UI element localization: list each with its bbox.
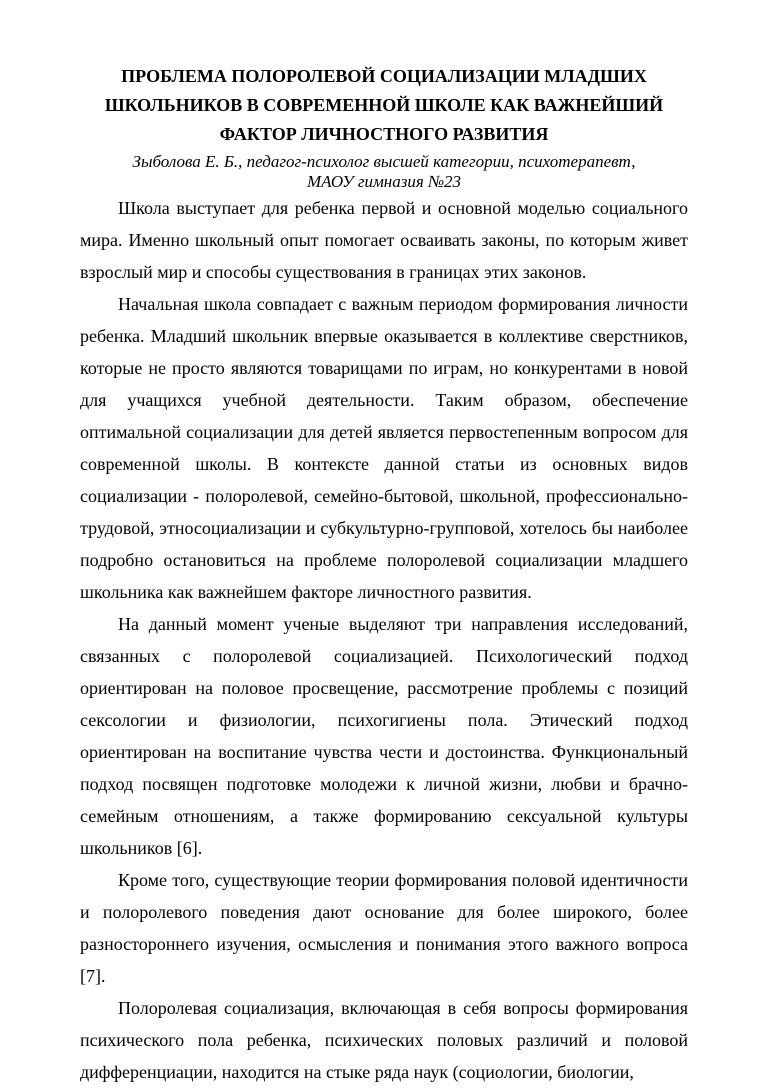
- paragraph: Полоролевая социализация, включающая в себя вопросы формирования психического пола ребенка, психических половых различий и половой дифференциации, находится на стыке ряда наук (социологии, биологии,: [80, 998, 688, 1082]
- article-body: [80, 192, 688, 1088]
- paragraph: На данный момент ученые выделяют три направления исследований, связанных с полоролевой социализацией. Психологический подход ориентирован на половое просвещение, рассмотрение проблемы с позиций сексологии и физиологии, психогигиены пола. Этический подход ориентирован на воспитание чувства чести и достоинства. Функциональный подход посвящен подготовке молодежи к личной жизни, любви и брачно-семейным отношениям, а также формированию сексуальной культуры школьников [6].: [80, 614, 688, 858]
- title-line: ШКОЛЬНИКОВ В СОВРЕМЕННОЙ ШКОЛЕ КАК ВАЖНЕЙШИЙ: [104, 95, 664, 115]
- author-line: МАОУ гимназия №23: [306, 172, 462, 191]
- title-line: ФАКТОР ЛИЧНОСТНОГО РАЗВИТИЯ: [219, 124, 549, 144]
- paragraph: Начальная школа совпадает с важным периодом формирования личности ребенка. Младший школьник впервые оказывается в коллективе сверстников, которые не просто являются товарищами по играм, но конкурентами в новой для учащихся учебной деятельности. Таким образом, обеспечение оптимальной социализации для детей является первостепенным вопросом для современной школы. В контексте данной статьи из основных видов социализации - полоролевой, семейно-бытовой, школьной, профессионально-трудовой, этносоциализации и субкультурно-групповой, хотелось бы наиболее подробно остановиться на проблеме полоролевой социализации младшего школьника как важнейшем факторе личностного развития.: [80, 294, 688, 602]
- paragraph: Кроме того, существующие теории формирования половой идентичности и полоролевого поведения дают основание для более широкого, более разностороннего изучения, осмысления и понимания этого важного вопроса [7].: [80, 870, 688, 986]
- title-line: ПРОБЛЕМА ПОЛОРОЛЕВОЙ СОЦИАЛИЗАЦИИ МЛАДШИХ: [121, 66, 647, 86]
- author-line: Зыболова Е. Б., педагог-психолог высшей категории, психотерапевт,: [132, 152, 636, 171]
- paragraph: Школа выступает для ребенка первой и основной моделью социального мира. Именно школьный опыт помогает осваивать законы, по которым живет взрослый мир и способы существования в границах этих законов.: [80, 198, 688, 282]
- article-title: [80, 62, 688, 149]
- author-info: [80, 152, 688, 192]
